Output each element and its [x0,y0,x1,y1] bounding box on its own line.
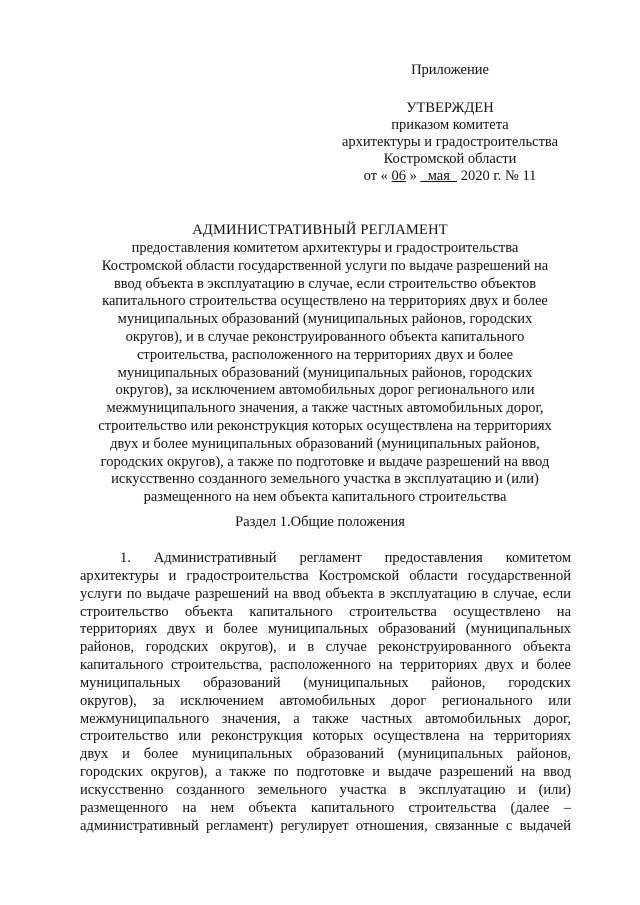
date-month: мая [427,168,450,184]
order-line-1: приказом комитета [391,117,509,133]
date-year: 2020 г. [460,168,502,184]
paragraph-line: округов), за исключением автомобильных дорог регионального или [80,692,571,709]
regulation-subtitle [80,240,570,507]
paragraph-line: услуги по выдаче разрешений на ввод объекта в эксплуатацию в случае, если [80,585,571,602]
subtitle-line: межмуниципального значения, а также частных автомобильных дорог, [106,400,544,417]
section-title: Раздел 1.Общие положения [235,514,405,530]
subtitle-line: предоставления комитетом архитектуры и градостроительства [131,240,519,256]
order-line-3: Костромской области [383,151,517,167]
paragraph-line: искусственно созданного земельного участка в эксплуатацию и (или) [80,781,571,798]
subtitle-line: искусственно созданного земельного участка в эксплуатацию и (или) [111,471,539,488]
subtitle-line: муниципальных образований (муниципальных районов, городских [117,364,533,381]
date-mid: » [409,168,417,184]
paragraph-line: территориях двух и более муниципальных образований (муниципальных [80,621,571,638]
regulation-title: АДМИНИСТРАТИВНЫЙ РЕГЛАМЕНТ [192,222,448,238]
paragraph-line: районов, городских округов), и в случае реконструированного объекта [80,639,571,656]
order-date [330,168,570,185]
subtitle-line: округов), и в случае реконструированного объекта капитального [125,328,525,345]
subtitle-line: муниципальных образований (муниципальных районов, городских [117,311,533,328]
paragraph-line: строительство или реконструкция которых осуществлена на территориях [80,728,571,745]
date-prefix: от « [363,168,388,184]
subtitle-line: округов), за исключением автомобильных дорог регионального или [115,382,535,399]
paragraph-line: межмуниципального значения, а также частных автомобильных дорог, [80,710,571,727]
paragraph-line: капитального строительства, расположенного на территориях двух и более [80,657,571,674]
subtitle-line: строительство или реконструкция которых осуществлена на территориях [98,417,552,434]
paragraph-line: административный регламент) регулирует отношения, связанные с выдачей [80,817,571,834]
paragraph-1 [80,550,571,836]
paragraph-line: архитектуры и градостроительства Костромской области государственной [80,567,571,584]
paragraph-line: двух и более муниципальных образований (муниципальных районов, [80,746,571,763]
subtitle-line: Костромской области государственной услуги по выдаче разрешений на [101,257,549,274]
subtitle-line: размещенного на нем объекта капитального строительства [143,489,507,506]
subtitle-line: двух и более муниципальных образований (муниципальных районов, [110,435,540,452]
subtitle-line: городских округов), а также по подготовке и выдаче разрешений на ввод [100,453,550,470]
paragraph-line: строительство объекта капитального строительства осуществлено на [80,603,571,620]
subtitle-line: капитального строительства осуществлено на территориях двух и более [102,293,548,310]
date-number: № 11 [504,168,537,184]
approval-block [330,100,570,185]
appendix-label: Приложение [411,62,489,78]
paragraph-line: размещенного на нем объекта капитального строительства (далее – [80,799,571,816]
paragraph-line: муниципальных образований (муниципальных районов, городских [80,674,571,691]
date-day: 06 [391,168,406,184]
order-line-2: архитектуры и градостроительства [341,134,559,150]
paragraph-line: 1. Административный регламент предоставления комитетом [120,550,571,566]
approved-label: УТВЕРЖДЕН [406,100,494,116]
subtitle-line: ввод объекта в эксплуатацию в случае, если строительство объектов [113,275,537,292]
paragraph-line: городских округов), а также по подготовке и выдаче разрешений на ввод [80,764,571,781]
subtitle-line: строительства, расположенного на территориях двух и более [136,346,514,363]
